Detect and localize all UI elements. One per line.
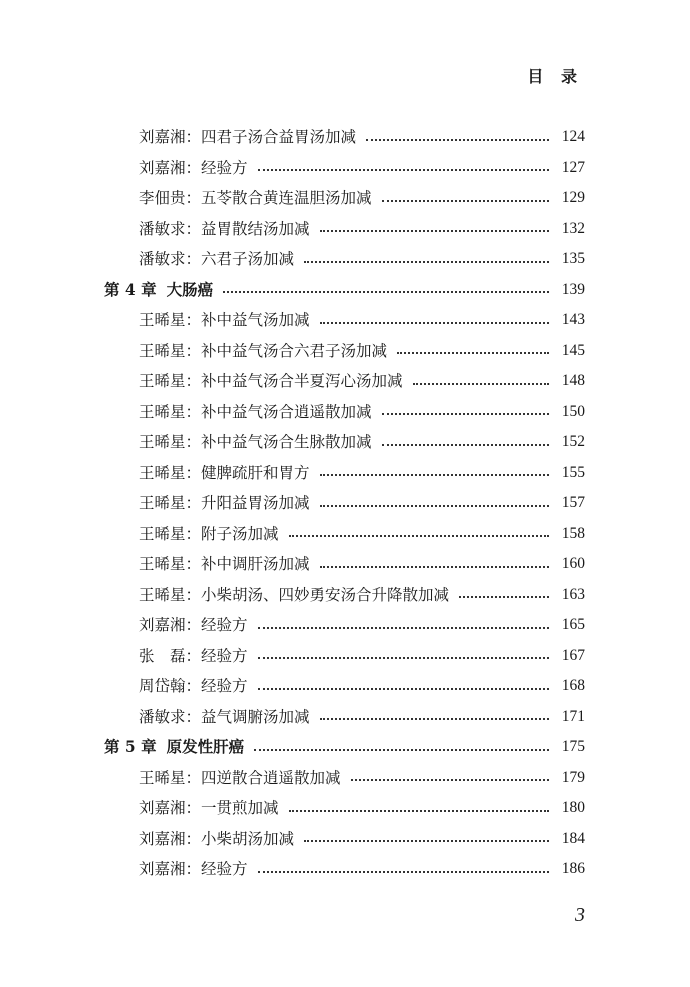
toc-entry-label: 刘嘉湘：经验方 <box>139 616 248 634</box>
toc-entry-row <box>0 702 690 733</box>
toc-page-number: 167 <box>561 646 585 664</box>
toc-entry-label: 王晞星：四逆散合逍遥散加减 <box>139 768 341 787</box>
toc-page-number: 160 <box>561 555 585 572</box>
dot-leader <box>254 748 549 751</box>
toc-entry-row <box>0 153 690 184</box>
page-header-title: 目 录 <box>527 67 583 86</box>
chapter-number: 第 4 章 <box>104 279 157 299</box>
toc-entry-label: 王晞星：补中益气汤加减 <box>139 311 310 329</box>
toc-entry-row <box>0 244 690 275</box>
toc-page-number: 129 <box>561 189 585 206</box>
dot-leader <box>459 595 549 598</box>
dot-leader <box>320 504 549 507</box>
dot-leader <box>223 290 549 293</box>
toc-page-number: 184 <box>561 829 585 847</box>
toc-page-number: 180 <box>561 799 585 816</box>
toc-entry-row <box>0 427 690 458</box>
toc-chapter-label <box>104 732 244 763</box>
dot-leader <box>289 534 549 537</box>
toc-entry-row <box>0 763 690 794</box>
toc-page-number: 124 <box>561 128 585 145</box>
dot-leader <box>258 626 549 629</box>
toc-entry-row <box>0 122 690 153</box>
dot-leader <box>366 138 549 141</box>
toc-chapter-row <box>0 275 690 306</box>
toc-entry-label: 刘嘉湘：一贯煎加减 <box>139 799 279 817</box>
toc-entry-row <box>0 366 690 397</box>
toc-entry-label: 刘嘉湘：小柴胡汤加减 <box>139 829 295 848</box>
toc-entry-label: 李佃贵：五苓散合黄连温胆汤加减 <box>139 189 372 207</box>
toc-entry-row <box>0 214 690 245</box>
toc-entry-label: 王晞星：补中调肝汤加减 <box>139 555 310 573</box>
toc-entry-row <box>0 580 690 611</box>
toc-page-number: 152 <box>561 433 585 450</box>
page-number: 3 <box>575 904 585 926</box>
toc-page-number: 139 <box>561 280 585 298</box>
toc-entry-label: 潘敏求：六君子汤加减 <box>139 250 295 268</box>
toc-chapter-label <box>104 275 213 306</box>
toc-page-number: 171 <box>561 707 585 725</box>
toc-page-number: 135 <box>561 250 585 267</box>
toc-page-number: 145 <box>561 341 585 359</box>
toc-page-number: 157 <box>561 494 585 511</box>
toc-entry-label: 周岱翰：经验方 <box>139 677 248 695</box>
toc-entry-row <box>0 793 690 824</box>
toc-entry-row <box>0 305 690 336</box>
toc-page-number: 179 <box>561 768 585 786</box>
table-of-contents <box>0 122 690 885</box>
dot-leader <box>351 778 549 781</box>
dot-leader <box>258 168 549 171</box>
toc-entry-label: 潘敏求：益气调腑汤加减 <box>139 707 310 726</box>
toc-entry-label: 王晞星：小柴胡汤、四妙勇安汤合升降散加减 <box>139 585 450 604</box>
toc-entry-label: 王晞星：补中益气汤合逍遥散加减 <box>139 402 372 421</box>
chapter-title: 原发性肝癌 <box>166 737 245 756</box>
dot-leader <box>382 199 549 202</box>
chapter-title: 大肠癌 <box>166 279 214 299</box>
toc-page-number: 148 <box>561 372 585 389</box>
toc-page-number: 168 <box>561 677 585 694</box>
toc-entry-label: 王晞星：健脾疏肝和胃方 <box>139 463 310 482</box>
dot-leader <box>382 443 549 446</box>
toc-entry-label: 王晞星：补中益气汤合六君子汤加减 <box>139 341 388 360</box>
dot-leader <box>258 870 549 873</box>
toc-entry-label: 刘嘉湘：四君子汤合益胃汤加减 <box>139 128 357 146</box>
toc-entry-row <box>0 854 690 885</box>
toc-entry-row <box>0 183 690 214</box>
dot-leader <box>258 656 549 659</box>
toc-entry-label: 张 磊：经验方 <box>139 646 248 665</box>
dot-leader <box>413 382 549 385</box>
toc-entry-row <box>0 488 690 519</box>
toc-page-number: 175 <box>561 738 585 755</box>
dot-leader <box>320 717 549 720</box>
toc-entry-row <box>0 824 690 855</box>
dot-leader <box>258 687 549 690</box>
toc-entry-row <box>0 610 690 641</box>
dot-leader <box>320 473 549 476</box>
dot-leader <box>304 839 549 842</box>
toc-entry-row <box>0 549 690 580</box>
toc-page-number: 158 <box>561 524 585 542</box>
toc-page-number: 155 <box>561 463 585 481</box>
toc-page-number: 163 <box>561 585 585 603</box>
toc-entry-label: 王晞星：补中益气汤合半夏泻心汤加减 <box>139 372 403 390</box>
toc-entry-label: 王晞星：附子汤加减 <box>139 524 279 543</box>
toc-page-number: 150 <box>561 402 585 420</box>
toc-entry-row <box>0 397 690 428</box>
toc-entry-row <box>0 519 690 550</box>
dot-leader <box>320 565 549 568</box>
toc-page-number: 132 <box>561 219 585 237</box>
toc-chapter-row <box>0 732 690 763</box>
toc-page-number: 186 <box>561 860 585 877</box>
toc-page-number: 127 <box>561 158 585 176</box>
dot-leader <box>320 321 549 324</box>
toc-entry-label: 刘嘉湘：经验方 <box>139 860 248 878</box>
toc-entry-label: 刘嘉湘：经验方 <box>139 158 248 177</box>
toc-entry-label: 潘敏求：益胃散结汤加减 <box>139 219 310 238</box>
toc-entry-label: 王晞星：补中益气汤合生脉散加减 <box>139 433 372 451</box>
toc-entry-row <box>0 458 690 489</box>
dot-leader <box>304 260 549 263</box>
dot-leader <box>289 809 549 812</box>
toc-page-number: 143 <box>561 311 585 328</box>
toc-entry-row <box>0 336 690 367</box>
toc-entry-row <box>0 671 690 702</box>
toc-page-number: 165 <box>561 616 585 633</box>
dot-leader <box>397 351 549 354</box>
toc-entry-label: 王晞星：升阳益胃汤加减 <box>139 494 310 512</box>
chapter-number: 第 5 章 <box>104 737 157 756</box>
dot-leader <box>320 229 549 232</box>
toc-entry-row <box>0 641 690 672</box>
dot-leader <box>382 412 549 415</box>
